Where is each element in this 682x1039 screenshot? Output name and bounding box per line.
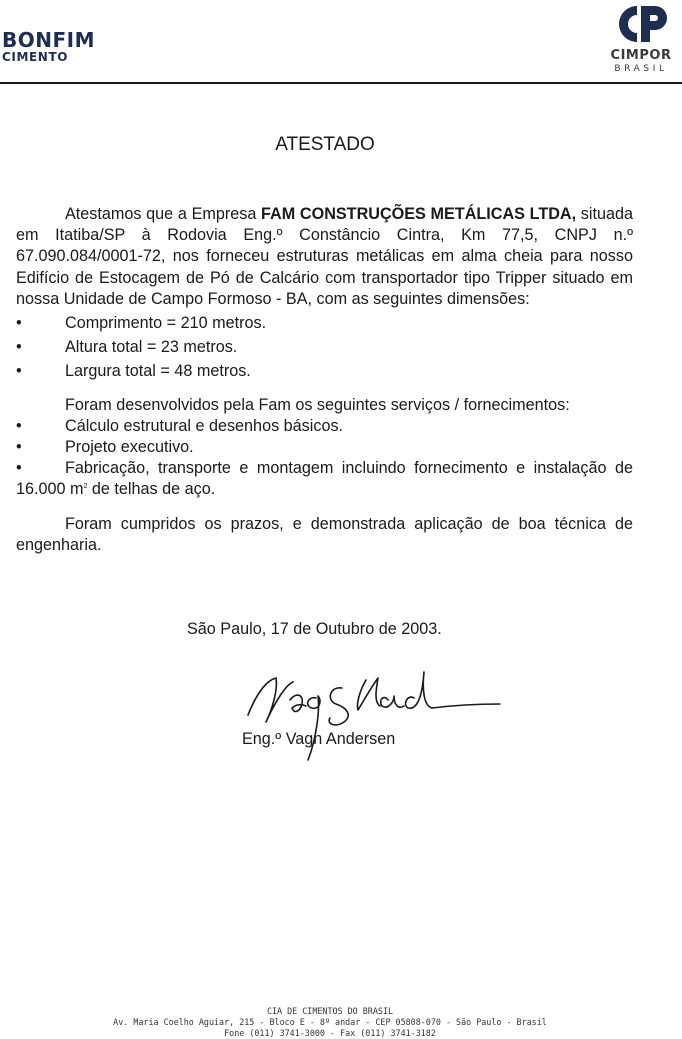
intro-rest: situada em Itatiba/SP à Rodovia Eng.º Constâncio Cintra, Km 77,5, CNPJ n.º 67.090.084/0001-72, nos forneceu estruturas metálicas em alma cheia para nosso Edifício de Estocagem de Pó de Calcário com transportador tipo Tripper situado em nossa Unidade de Campo Formoso - BA, com as seguintes dimensões: bbox=[16, 205, 633, 308]
signer-name: Eng.º Vagn Andersen bbox=[242, 730, 396, 748]
dimension-item bbox=[16, 313, 633, 334]
services-intro: Foram desenvolvidos pela Fam os seguintes serviços / fornecimentos: bbox=[65, 395, 570, 414]
brasil-text: BRASIL bbox=[614, 64, 668, 74]
handwritten-signature bbox=[238, 660, 528, 770]
dimension-text: Largura total = 48 metros. bbox=[65, 362, 251, 381]
service-text: Cálculo estrutural e desenhos básicos. bbox=[65, 416, 344, 435]
bullet-icon: • bbox=[16, 438, 22, 457]
logo-sub-text: CIMENTO bbox=[2, 50, 69, 64]
bullet-icon: • bbox=[16, 459, 22, 478]
company-footer bbox=[0, 1006, 660, 1039]
service-text: Projeto executivo. bbox=[65, 438, 194, 457]
closing-paragraph: Foram cumpridos os prazos, e demonstrada aplicação de boa técnica de engenharia. bbox=[16, 514, 633, 554]
document-title: ATESTADO bbox=[275, 134, 375, 155]
company-name: FAM CONSTRUÇÕES METÁLICAS LTDA, bbox=[261, 205, 577, 223]
squared-superscript: 2 bbox=[83, 483, 88, 491]
bullet-icon: • bbox=[16, 314, 22, 333]
document-date: São Paulo, 17 de Outubro de 2003. bbox=[187, 620, 442, 638]
bullet-icon: • bbox=[16, 416, 22, 435]
cimpor-text: CIMPOR bbox=[610, 48, 672, 63]
cimpor-cp-logo-icon bbox=[611, 2, 671, 46]
intro-prefix: Atestamos que a Empresa bbox=[65, 205, 262, 223]
cimpor-brasil-logo bbox=[606, 2, 676, 75]
dimension-item bbox=[16, 337, 633, 358]
service-item bbox=[16, 437, 633, 458]
header-divider bbox=[0, 82, 682, 84]
bullet-icon: • bbox=[16, 338, 22, 357]
service-text: Fabricação, transporte e montagem incluindo fornecimento e instalação de 16.000 m bbox=[16, 459, 633, 499]
footer-phone: Fone (011) 3741-3000 - Fax (011) 3741-3182 bbox=[224, 1028, 436, 1038]
service-tail: de telhas de aço. bbox=[87, 480, 216, 499]
service-item bbox=[16, 416, 633, 437]
service-item-last bbox=[16, 458, 633, 500]
dimension-text: Altura total = 23 metros. bbox=[65, 338, 238, 357]
bonfim-cimento-logo bbox=[2, 30, 95, 64]
logo-brand-text: BONFIM bbox=[2, 28, 95, 52]
dimension-text: Comprimento = 210 metros. bbox=[65, 314, 267, 333]
document-body bbox=[16, 204, 633, 556]
intro-paragraph bbox=[16, 204, 633, 310]
bullet-icon: • bbox=[16, 362, 22, 381]
footer-address: Av. Maria Coelho Aguiar, 215 - Bloco E - 8º andar - CEP 05808-070 - São Paulo - Brasil bbox=[113, 1017, 547, 1027]
footer-company: CIA DE CIMENTOS DO BRASIL bbox=[266, 1006, 394, 1016]
dimension-item bbox=[16, 361, 633, 382]
